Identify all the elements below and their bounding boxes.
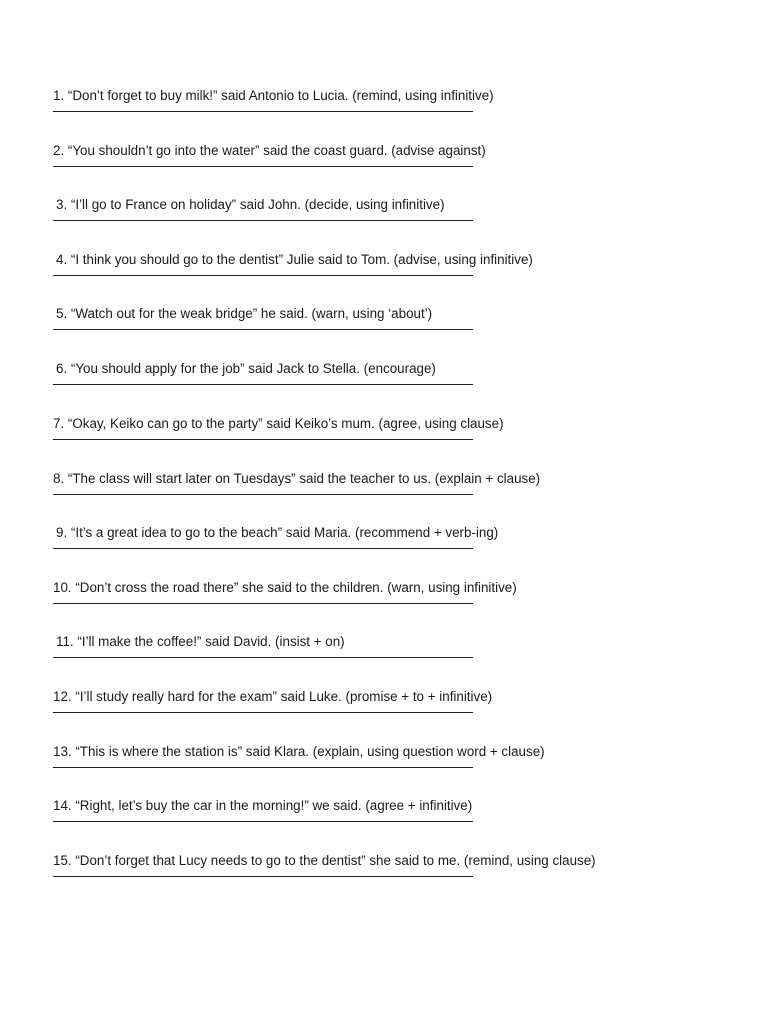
question-3 [53,197,753,237]
question-1 [53,88,753,128]
question-5 [53,306,753,346]
answer-line[interactable] [53,712,473,713]
answer-line[interactable] [53,494,473,495]
question-13 [53,744,753,784]
question-text: 2. “You shouldn’t go into the water” said the coast guard. (advise against) [53,143,486,158]
answer-line[interactable] [53,220,473,221]
answer-line[interactable] [53,275,473,276]
answer-line[interactable] [53,603,473,604]
question-4 [53,252,753,292]
question-12 [53,689,753,729]
question-14 [53,798,753,838]
question-text: 15. “Don’t forget that Lucy needs to go to the dentist” she said to me. (remind, using clause) [53,853,596,868]
question-7 [53,416,753,456]
question-15 [53,853,753,893]
question-2 [53,143,753,183]
question-text: 5. “Watch out for the weak bridge” he said. (warn, using ‘about’) [56,306,433,321]
question-text: 3. “I’ll go to France on holiday” said John. (decide, using infinitive) [56,197,445,212]
question-6 [53,361,753,401]
answer-line[interactable] [53,876,473,877]
question-10 [53,580,753,620]
question-text: 14. “Right, let’s buy the car in the morning!” we said. (agree + infinitive) [53,798,473,813]
question-text: 6. “You should apply for the job” said Jack to Stella. (encourage) [56,361,436,376]
question-text: 13. “This is where the station is” said Klara. (explain, using question word + clause) [53,744,545,759]
answer-line[interactable] [53,548,473,549]
answer-line[interactable] [53,821,473,822]
question-text: 7. “Okay, Keiko can go to the party” said Keiko’s mum. (agree, using clause) [53,416,504,431]
question-text: 12. “I’ll study really hard for the exam” said Luke. (promise + to + infinitive) [53,689,493,704]
question-11 [53,634,753,674]
answer-line[interactable] [53,657,473,658]
question-text: 8. “The class will start later on Tuesdays” said the teacher to us. (explain + clause) [53,471,541,486]
question-text: 9. “It’s a great idea to go to the beach” said Maria. (recommend + verb-ing) [56,525,499,540]
answer-line[interactable] [53,111,473,112]
answer-line[interactable] [53,329,473,330]
question-9 [53,525,753,565]
question-text: 1. “Don’t forget to buy milk!” said Antonio to Lucia. (remind, using infinitive) [53,88,494,103]
question-text: 11. “I’ll make the coffee!” said David. (insist + on) [56,634,345,649]
answer-line[interactable] [53,439,473,440]
answer-line[interactable] [53,166,473,167]
question-text: 4. “I think you should go to the dentist” Julie said to Tom. (advise, using infinitive) [56,252,533,267]
question-text: 10. “Don’t cross the road there” she said to the children. (warn, using infinitive) [53,580,517,595]
answer-line[interactable] [53,384,473,385]
answer-line[interactable] [53,767,473,768]
question-8 [53,471,753,511]
